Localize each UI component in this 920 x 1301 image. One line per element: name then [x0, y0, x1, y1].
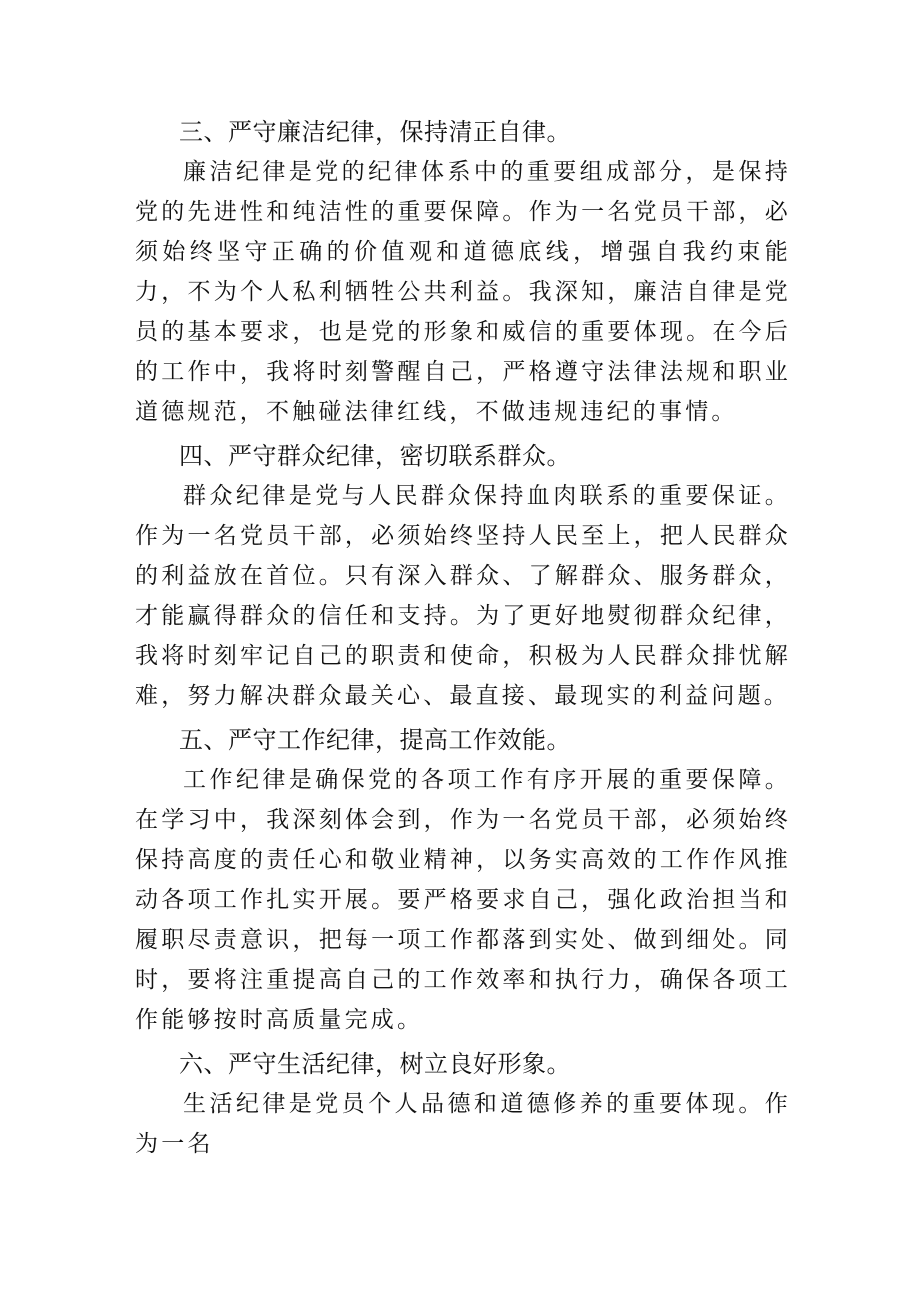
document-body	[135, 112, 791, 1168]
section-heading-3: 三、严守廉洁纪律，保持清正自律。	[179, 118, 571, 146]
section-paragraph-3: 廉洁纪律是党的纪律体系中的重要组成部分，是保持党的先进性和纯洁性的重要保障。作为一名党员干部，必须始终坚守正确的价值观和道德底线，增强自我约束能力，不为个人私利牺牲公共利益。我深知，廉洁自律是党员的基本要求，也是党的形象和威信的重要体现。在今后的工作中，我将时刻警醒自己，严格遵守法律法规和职业道德规范，不触碰法律红线，不做违规违纪的事情。	[135, 159, 791, 425]
section-heading-6: 六、严守生活纪律，树立良好形象。	[179, 1050, 571, 1078]
section-paragraph-6: 生活纪律是党员个人品德和道德修养的重要体现。作为一名	[135, 1091, 791, 1157]
section-paragraph-5: 工作纪律是确保党的各项工作有序开展的重要保障。在学习中，我深刻体会到，作为一名党员干部，必须始终保持高度的责任心和敬业精神，以务实高效的工作作风推动各项工作扎实开展。要严格要求自己，强化政治担当和履职尽责意识，把每一项工作都落到实处、做到细处。同时，要将注重提高自己的工作效率和执行力，确保各项工作能够按时高质量完成。	[135, 767, 791, 1033]
section-heading-5: 五、严守工作纪律，提高工作效能。	[179, 726, 571, 754]
section-heading-4: 四、严守群众纪律，密切联系群众。	[179, 442, 571, 470]
section-paragraph-4: 群众纪律是党与人民群众保持血肉联系的重要保证。作为一名党员干部，必须始终坚持人民至上，把人民群众的利益放在首位。只有深入群众、了解群众、服务群众，才能赢得群众的信任和支持。为了更好地熨彻群众纪律，我将时刻牢记自己的职责和使命，积极为人民群众排忧解难，努力解决群众最关心、最直接、最现实的利益问题。	[135, 483, 791, 709]
